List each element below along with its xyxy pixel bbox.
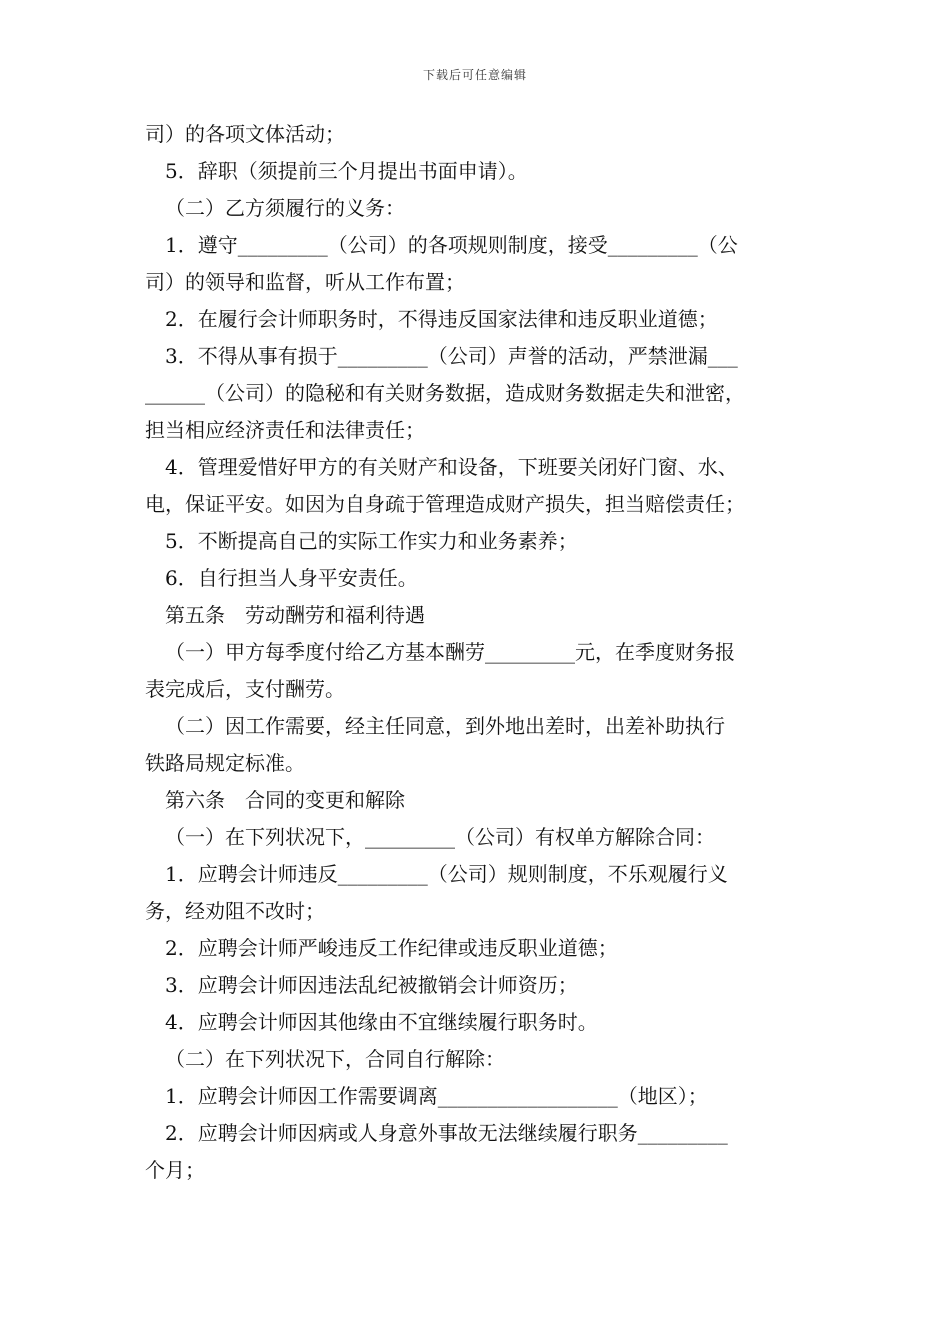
text-line-23: 2．应聘会计师严峻违反工作纪律或违反职业道德； <box>165 936 618 960</box>
text-line-9: 担当相应经济责任和法律责任； <box>145 418 425 442</box>
text-line-20: （一）在下列状况下，_________（公司）有权单方解除合同： <box>165 825 715 849</box>
text-line-5: 司）的领导和监督，听从工作布置； <box>145 270 465 294</box>
section-heading-article-6: 第六条 合同的变更和解除 <box>165 788 405 812</box>
text-line-27: 1．应聘会计师因工作需要调离__________________（地区）； <box>165 1084 708 1108</box>
text-line-6: 2．在履行会计师职务时，不得违反国家法律和违反职业道德； <box>165 307 718 331</box>
text-line-26: （二）在下列状况下，合同自行解除： <box>165 1047 505 1071</box>
text-line-29: 个月； <box>145 1158 205 1182</box>
text-line-10: 4．管理爱惜好甲方的有关财产和设备，下班要关闭好门窗、水、 <box>165 455 738 479</box>
text-line-1: 司）的各项文体活动； <box>145 122 345 146</box>
page-header-note: 下载后可任意编辑 <box>422 68 527 82</box>
text-line-13: 6．自行担当人身平安责任。 <box>165 566 418 590</box>
text-line-21: 1．应聘会计师违反_________（公司）规则制度，不乐观履行义 <box>165 862 728 886</box>
text-line-28: 2．应聘会计师因病或人身意外事故无法继续履行职务_________ <box>165 1121 728 1145</box>
text-line-8: ______（公司）的隐秘和有关财务数据，造成财务数据走失和泄密， <box>145 381 745 405</box>
text-line-24: 3．应聘会计师因违法乱纪被撤销会计师资历； <box>165 973 578 997</box>
text-line-2: 5．辞职（须提前三个月提出书面申请）。 <box>165 159 528 183</box>
text-line-22: 务，经劝阻不改时； <box>145 899 325 923</box>
text-line-15: （一）甲方每季度付给乙方基本酬劳_________元，在季度财务报 <box>165 640 735 664</box>
document-body <box>145 116 825 1189</box>
text-line-25: 4．应聘会计师因其他缘由不宜继续履行职务时。 <box>165 1010 598 1034</box>
section-heading-article-5: 第五条 劳动酬劳和福利待遇 <box>165 603 425 627</box>
text-line-18: 铁路局规定标准。 <box>145 751 305 775</box>
text-line-16: 表完成后，支付酬劳。 <box>145 677 345 701</box>
text-line-12: 5．不断提高自己的实际工作实力和业务素养； <box>165 529 578 553</box>
text-line-11: 电，保证平安。如因为自身疏于管理造成财产损失，担当赔偿责任； <box>145 492 745 516</box>
text-line-17: （二）因工作需要，经主任同意，到外地出差时，出差补助执行 <box>165 714 725 738</box>
text-line-3: （二）乙方须履行的义务： <box>165 196 405 220</box>
text-line-7: 3．不得从事有损于_________（公司）声誉的活动，严禁泄漏___ <box>165 344 738 368</box>
text-line-4: 1．遵守_________（公司）的各项规则制度，接受_________（公 <box>165 233 738 257</box>
